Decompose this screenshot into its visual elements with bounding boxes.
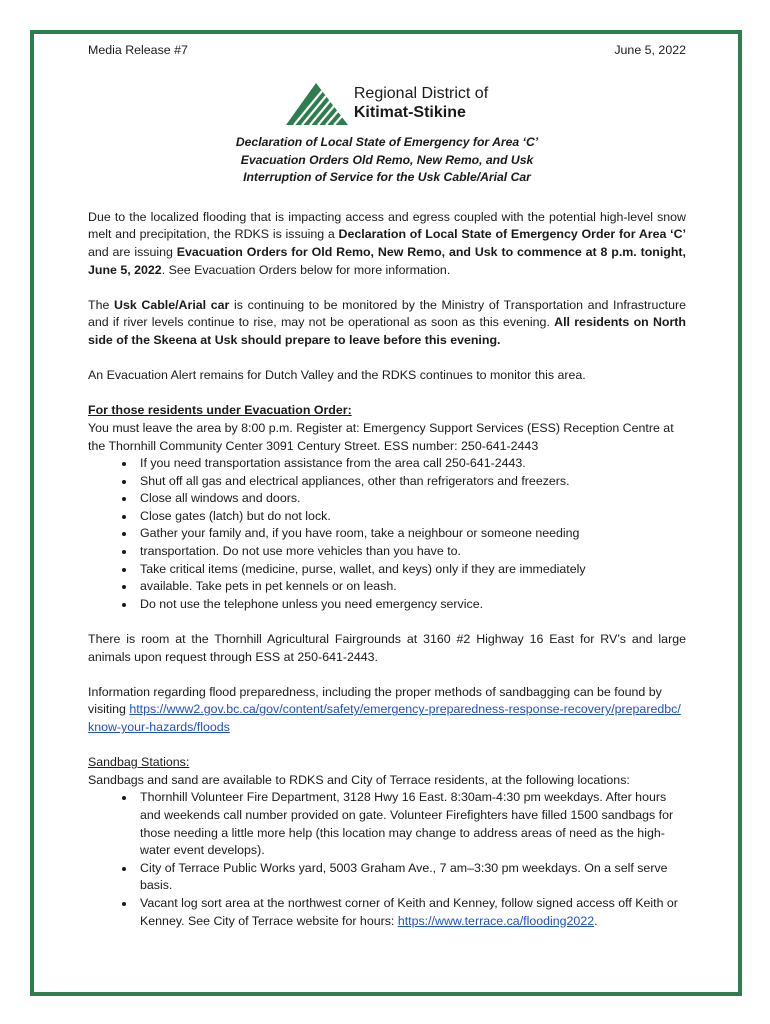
release-date: June 5, 2022 xyxy=(614,43,686,57)
list-item: • Close gates (latch) but do not lock. xyxy=(136,508,686,526)
paragraph-fairgrounds: There is room at the Thornhill Agricultural Fairgrounds at 3160 #2 Highway 16 East for RV’s and large animals upon request through ESS at 250-641-2443. xyxy=(88,632,686,664)
list-item: • If you need transportation assistance from the area call 250-641-2443. xyxy=(136,455,686,473)
preparedbc-link[interactable]: https://www2.gov.bc.ca/gov/content/safety/emergency-preparedness-response-recovery/preparedbc/know-your-hazards/floods xyxy=(88,702,681,734)
document-page xyxy=(88,42,686,930)
evacuation-order-intro: You must leave the area by 8:00 p.m. Register at: Emergency Support Services (ESS) Reception Centre at the Thornhill Community Center 3091 Century Street. ESS number: 250-641-2443 xyxy=(88,420,674,453)
terrace-flooding-link[interactable]: https://www.terrace.ca/flooding2022 xyxy=(397,913,595,928)
sandbag-stations-heading: Sandbag Stations: xyxy=(88,755,190,770)
paragraph-flood-preparedness: Information regarding flood preparedness, including the proper methods of sandbagging can be found by visiting https://www2.gov.bc.ca/gov/content/safety/emergency-preparedness-response-recovery/preparedbc/know-your-hazards/floods xyxy=(88,684,681,734)
evacuation-instructions-list xyxy=(88,455,686,613)
list-item: • Vacant log sort area at the northwest corner of Keith and Kenney, follow signed access off Keith or Kenney. See City of Terrace website for hours: https://www.terrace.ca/flooding2022. xyxy=(136,895,686,930)
list-item: • Take critical items (medicine, purse, wallet, and keys) only if they are immediately xyxy=(136,561,686,579)
title-line-1: Declaration of Local State of Emergency for Area ‘C’ xyxy=(235,135,539,149)
paragraph-cable-car: The Usk Cable/Arial car is continuing to be monitored by the Ministry of Transportation and Infrastructure and if river levels continue to rise, may not be operational as soon as this evening. All residents on North side of the Skeena at Usk should prepare to leave before this evening. xyxy=(88,297,686,347)
list-item: • Thornhill Volunteer Fire Department, 3128 Hwy 16 East. 8:30am-4:30 pm weekdays. After hours and weekends call number provided on gate. Volunteer Firefighters have filled 1500 sandbags for those needing a little more help (this location may change to address areas of need as the high-water event develops). xyxy=(136,789,686,859)
title-line-3: Interruption of Service for the Usk Cable/Arial Car xyxy=(243,170,531,185)
document-title xyxy=(88,134,686,187)
evacuation-order-heading: For those residents under Evacuation Order: xyxy=(88,403,352,418)
list-item: • transportation. Do not use more vehicles than you have to. xyxy=(136,543,686,561)
title-line-2: Evacuation Orders Old Remo, New Remo, and Usk xyxy=(240,152,534,167)
rdks-logo xyxy=(88,80,686,126)
list-item: • Do not use the telephone unless you need emergency service. xyxy=(136,596,686,614)
paragraph-evacuation-alert: An Evacuation Alert remains for Dutch Valley and the RDKS continues to monitor this area. xyxy=(88,368,586,383)
list-item: • Close all windows and doors. xyxy=(136,490,686,508)
list-item: • available. Take pets in pet kennels or on leash. xyxy=(136,578,686,596)
sandbag-stations-list xyxy=(88,789,686,930)
list-item: • Gather your family and, if you have room, take a neighbour or someone needing xyxy=(136,525,686,543)
sandbag-stations-intro: Sandbags and sand are available to RDKS and City of Terrace residents, at the following locations: xyxy=(88,772,630,787)
logo-line-1: Regional District of xyxy=(353,85,489,102)
release-number: Media Release #7 xyxy=(88,43,188,57)
paragraph-declaration: Due to the localized flooding that is impacting access and egress coupled with the potential high-level snow melt and precipitation, the RDKS is issuing a Declaration of Local State of Emergency Order for Area ‘C’ and are issuing Evacuation Orders for Old Remo, New Remo, and Usk to commence at 8 p.m. tonight, June 5, 2022. See Evacuation Orders below for more information. xyxy=(88,209,687,277)
document-header xyxy=(88,42,686,62)
mountain-logo-icon xyxy=(286,81,348,125)
list-item: • City of Terrace Public Works yard, 5003 Graham Ave., 7 am–3:30 pm weekdays. On a self serve basis. xyxy=(136,860,686,895)
list-item: • Shut off all gas and electrical appliances, other than refrigerators and freezers. xyxy=(136,473,686,491)
logo-line-2: Kitimat-Stikine xyxy=(353,104,466,121)
